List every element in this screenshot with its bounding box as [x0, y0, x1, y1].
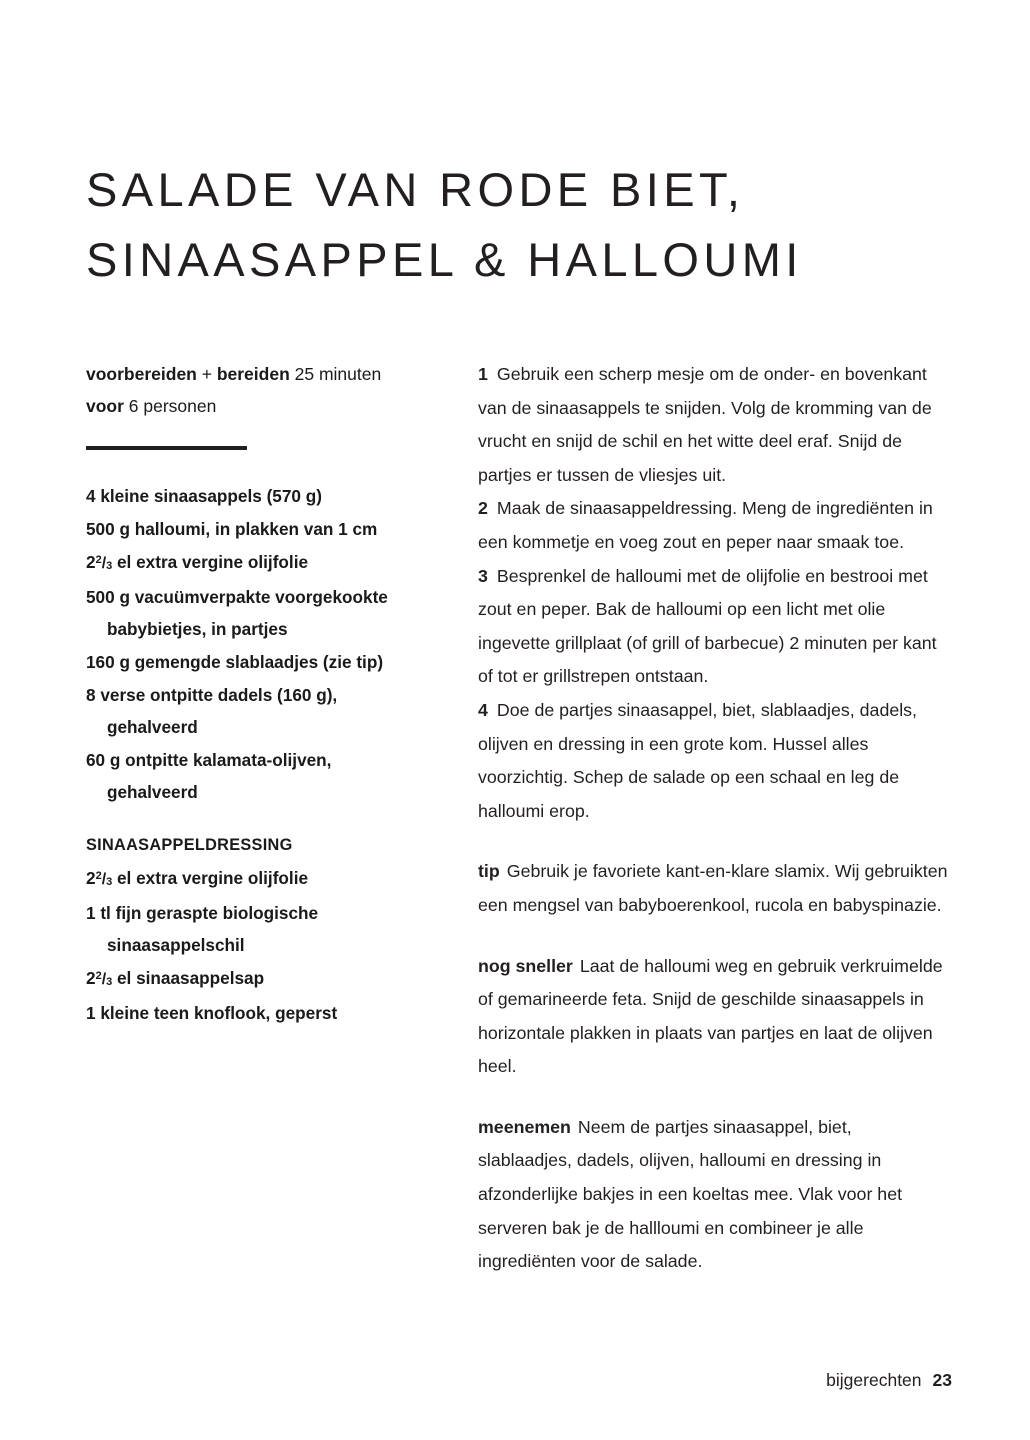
ingredient-item: $2^2/_3$ el extra vergine olijfolie	[86, 552, 309, 572]
ingredient-item: 1 kleine teen knoflook, geperst	[86, 1003, 338, 1023]
recipe-note	[478, 950, 950, 1084]
step-number: 3	[478, 565, 488, 586]
ingredients-column	[86, 358, 448, 1030]
ingredient-item: 500 g vacuümverpakte voorgekookte babybietjes, in partjes	[86, 581, 448, 645]
method-step	[478, 492, 950, 559]
ingredient-list	[86, 480, 448, 808]
divider-rule	[86, 446, 247, 450]
note-text: Laat de halloumi weg en gebruik verkruimelde of gemarineerde feta. Snijd de geschilde sinaasappels in horizontale plakken in plaats van partjes en laat de olijven heel.	[478, 955, 943, 1077]
step-text: Maak de sinaasappeldressing. Meng de ingrediënten in een kommetje en voeg zout en peper naar smaak toe.	[478, 498, 933, 552]
step-text: Doe de partjes sinaasappel, biet, slablaadjes, dadels, olijven en dressing in een grote kom. Hussel alles voorzichtig. Schep de salade op een schaal en leg de halloumi erop.	[478, 699, 917, 821]
step-number: 1	[478, 364, 488, 384]
title-line-2: SINAASAPPEL & HALLOUMI	[86, 233, 803, 286]
note-text: Gebruik je favoriete kant-en-klare slamix. Wij gebruikten een mengsel van babyboerenkool, rucola en babyspinazie.	[478, 861, 948, 915]
steps-list	[478, 358, 950, 828]
ingredient-continuation: gehalveerd	[107, 782, 198, 802]
prep-time-line	[86, 358, 448, 390]
note-label: tip	[478, 861, 500, 882]
prep-plus: +	[196, 364, 217, 384]
recipe-note	[478, 855, 950, 922]
notes-list	[478, 855, 950, 1279]
ingredient-continuation: sinaasappelschil	[107, 935, 245, 955]
prep-time-value: 25 minuten	[289, 364, 382, 384]
ingredient-item: 60 g ontpitte kalamata-olijven, gehalveerd	[86, 744, 448, 808]
method-step	[478, 560, 950, 694]
method-column	[478, 358, 950, 1297]
step-number: 4	[478, 699, 488, 720]
ingredient-item: $2^2/_3$ el extra vergine olijfolie	[86, 868, 309, 888]
ingredient-continuation: babybietjes, in partjes	[107, 619, 288, 639]
note-label: meenemen	[478, 1116, 571, 1137]
ingredient-item: 160 g gemengde slablaadjes (zie tip)	[86, 652, 384, 672]
serves-label: voor	[86, 396, 124, 416]
step-number: 2	[478, 498, 488, 519]
ingredient-item: 1 tl fijn geraspte biologische sinaasappelschil	[86, 897, 448, 961]
ingredient-continuation: gehalveerd	[107, 717, 198, 737]
page-title	[86, 155, 956, 295]
ingredient-item: 4 kleine sinaasappels (570 g)	[86, 486, 322, 506]
footer-page-number: 23	[932, 1370, 952, 1390]
page-footer	[826, 1368, 952, 1392]
dressing-heading: SINAASAPPELDRESSING	[86, 836, 293, 854]
step-text: Gebruik een scherp mesje om de onder- en bovenkant van de sinaasappels te snijden. Volg de kromming van de vrucht en snijd de schil en het witte deel eraf. Snijd de partjes er tussen de vliesjes uit.	[478, 364, 932, 485]
serves-value: 6 personen	[123, 396, 217, 416]
prep-label-2: bereiden	[216, 364, 290, 384]
step-text: Besprenkel de halloumi met de olijfolie en bestrooi met zout en peper. Bak de halloumi op een licht met olie ingevette grillplaat (of grill of barbecue) 2 minuten per kant of tot er grillstrepen ontstaan.	[478, 565, 937, 687]
title-line-1: SALADE VAN RODE BIET,	[86, 163, 745, 216]
note-label: nog sneller	[478, 955, 573, 976]
ingredient-item: 500 g halloumi, in plakken van 1 cm	[86, 519, 378, 539]
dressing-ingredient-list	[86, 862, 448, 1029]
ingredient-item: $2^2/_3$ el sinaasappelsap	[86, 968, 265, 988]
ingredient-item: 8 verse ontpitte dadels (160 g), gehalveerd	[86, 679, 448, 743]
prep-label-1: voorbereiden	[86, 364, 197, 384]
method-step	[478, 694, 950, 828]
serves-line	[86, 390, 448, 422]
note-text: Neem de partjes sinaasappel, biet, slablaadjes, dadels, olijven, halloumi en dressing in afzonderlijke bakjes in een koeltas mee. Vlak voor het serveren bak je de hallloumi en combineer je alle ingrediënten voor de salade.	[478, 1116, 903, 1272]
method-step	[478, 358, 950, 492]
footer-section-label: bijgerechten	[826, 1370, 922, 1390]
recipe-note	[478, 1111, 950, 1279]
